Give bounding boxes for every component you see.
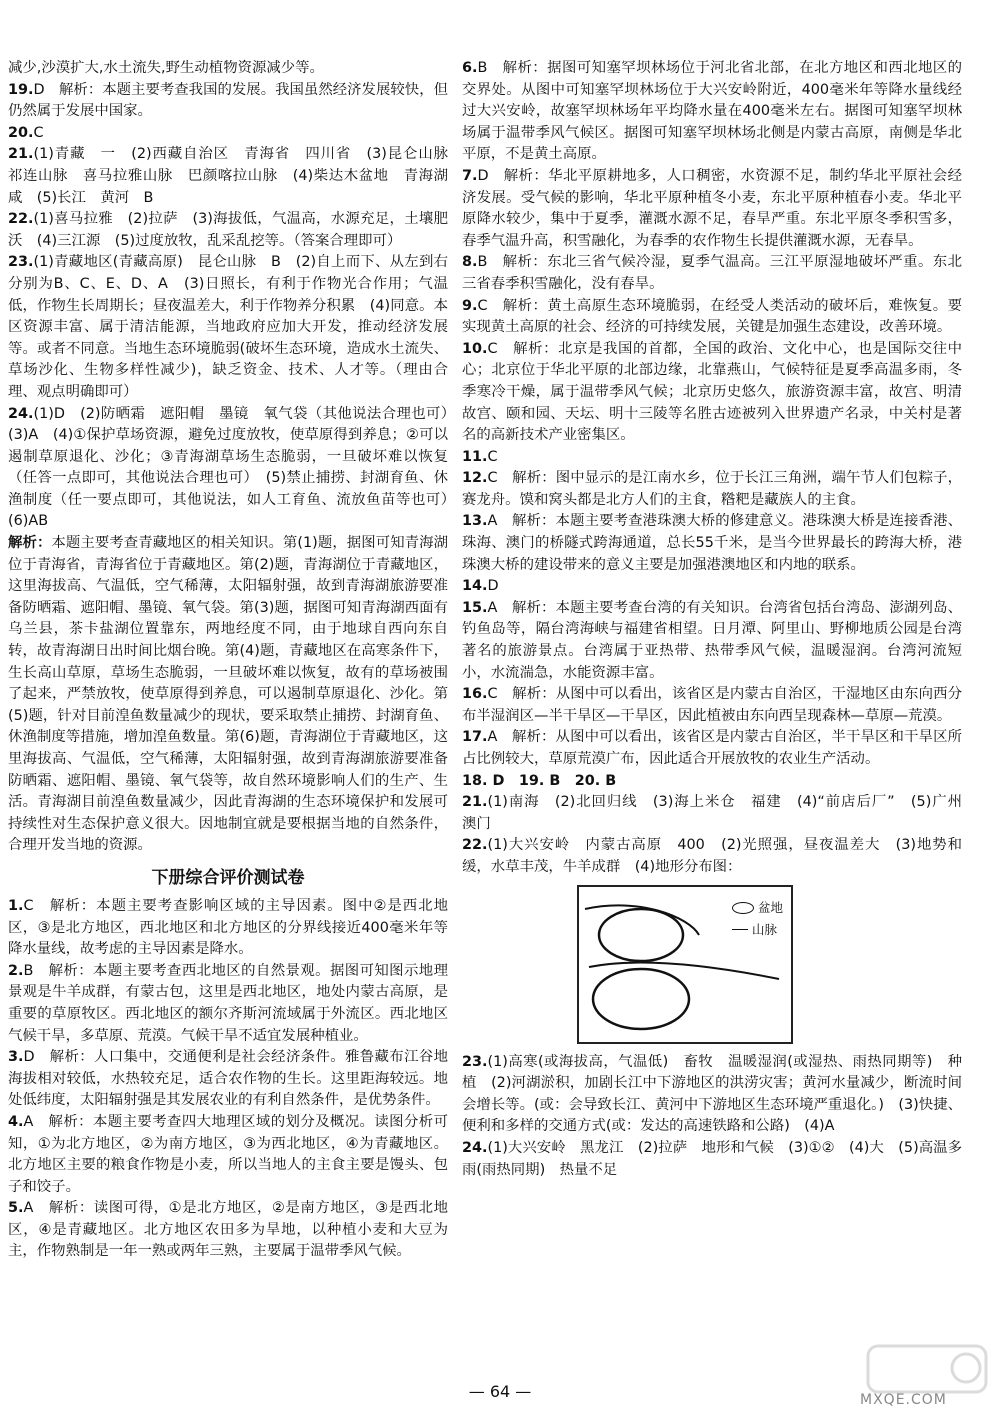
answer-number: 2. — [8, 962, 24, 979]
answer-number: 16. — [462, 686, 488, 703]
answer-number: 9. — [462, 297, 478, 314]
answer-text: D 解析：本题主要考查我国的发展。我国虽然经济发展较快，但仍然属于发展中国家。 — [8, 81, 448, 120]
answer-19 — [8, 80, 448, 123]
answer-18-20: 18. D 19. B 20. B — [462, 772, 617, 789]
answer-17 — [462, 727, 962, 770]
answer-21 — [462, 792, 977, 835]
answer-number: 20. — [8, 124, 34, 141]
answer-number: 15. — [462, 599, 488, 616]
basin-upper — [599, 909, 683, 961]
answer-6 — [462, 58, 962, 166]
answer-20 — [8, 123, 448, 145]
answer-number: 4. — [8, 1113, 24, 1130]
answer-number: 1. — [8, 897, 24, 914]
answer-number: 23. — [8, 254, 34, 271]
answer-number: 5. — [8, 1200, 24, 1217]
legend-basin — [732, 897, 783, 919]
answer-9 — [462, 296, 962, 339]
left-column — [8, 58, 463, 1263]
watermark-text: MXQE.COM — [860, 1392, 947, 1408]
answer-text: (1)青藏 一 (2)西藏自治区 青海省 四川省 (3)昆仑山脉 祁连山脉 喜马拉雅山脉 巴颜喀拉山脉 (4)柴达木盆地 青海湖 咸 (5)长江 黄河 B — [8, 146, 463, 206]
answer-number: 19. — [8, 81, 34, 98]
answer-14 — [462, 576, 962, 598]
answer-number: 24. — [8, 405, 34, 422]
answer-12 — [462, 468, 962, 511]
answer-7 — [462, 166, 962, 252]
answer-text: A 解析：读图可得，①是北方地区，②是南方地区，③是西北地区，④是青藏地区。北方地区农田多为旱地，以种植小麦和大豆为主，作物熟制是一年一熟或两年三熟，主要属于温带季风气候。 — [8, 1200, 448, 1260]
answer-23 — [462, 1052, 962, 1138]
legend-mountain — [732, 919, 783, 941]
answer-22 — [462, 835, 962, 878]
answer-text: C 解析：从图中可以看出，该省区是内蒙古自治区，干湿地区由东向西分布半湿润区—半干旱区—干旱区，因此植被由东向西呈现森林—草原—荒漠。 — [462, 686, 962, 724]
terrain-sketch-figure — [577, 885, 793, 1044]
answer-10 — [462, 339, 962, 447]
answer-text: D — [487, 578, 499, 595]
mountain-symbol-icon — [732, 929, 748, 930]
answer-s3 — [8, 1047, 448, 1112]
answer-24 — [462, 1138, 962, 1181]
answer-8 — [462, 252, 962, 295]
answer-23 — [8, 252, 448, 403]
answer-number: 13. — [462, 513, 488, 530]
answer-24 — [8, 404, 463, 534]
answer-number: 21. — [8, 146, 34, 163]
answer-21 — [8, 144, 463, 209]
answer-text: C — [33, 124, 44, 141]
answer-text: D 解析：人口集中，交通便利是社会经济条件。雅鲁藏布江谷地海拔相对较低，水热较充足，适合农作物的生长。这里距海较远。地处低纬度，太阳辐射强是其发展农业的有利自然条件，是优势条件。 — [8, 1049, 448, 1109]
answer-number: 8. — [462, 254, 478, 271]
answer-text: B 解析：本题主要考查西北地区的自然景观。据图可知图示地理景观是牛羊成群，有蒙古包，这里是西北地区，地处内蒙古高原，是重要的草原牧区。西北地区的额尔齐斯河流域属于外流区。西北地区气候干旱，多草原、荒漠。气候干旱不适宜发展种植业。 — [8, 962, 448, 1044]
answer-text: A 解析：本题主要考查台湾的有关知识。台湾省包括台湾岛、澎湖列岛、钓鱼岛等，隔台湾海峡与福建省相望。日月潭、阿里山、野柳地质公园是台湾著名的旅游景点。台湾属于亚热带、热带季风气候，温暖湿润。台湾河流短小，水流湍急，水能资源丰富。 — [462, 599, 962, 681]
answer-s4 — [8, 1112, 448, 1198]
answer-number: 12. — [462, 470, 488, 487]
answer-text: (1)青藏地区(青藏高原) 昆仑山脉 B (2)自上而下、从左到右分别为B、C、E、D、A (3)日照长，有利于作物光合作用；气温低，作物生长周期长；昼夜温差大，利于作物养分积累 (4)同意。本区资源丰富、属于清洁能源，当地政府应加大开发，推动经济发展等。或者不同意。当地生态环境脆弱(破坏生态环境，造成水土流失、草场沙化、生物多样性减少)，缺乏资金、技术、人才等。（理由合理、观点明确即可） — [8, 254, 448, 400]
answer-number: 21. — [462, 794, 488, 811]
answer-number: 17. — [462, 729, 488, 746]
map-legend — [732, 897, 783, 941]
basin-symbol-icon — [732, 902, 754, 914]
legend-mountain-label: 山脉 — [751, 921, 777, 937]
answer-number: 22. — [8, 211, 34, 228]
answer-s2 — [8, 961, 448, 1047]
answer-16 — [462, 684, 962, 727]
answer-number: 6. — [462, 60, 478, 76]
answer-13 — [462, 511, 962, 576]
answer-text: C — [487, 448, 498, 465]
basin-lower — [593, 969, 689, 1029]
answer-text: C 解析：本题主要考查影响区域的主导因素。图中②是西北地区，③是北方地区，西北地区和北方地区的分界线接近400毫米年等降水量线，故考虑的主导因素是降水。 — [8, 897, 448, 958]
answer-text: B 解析：东北三省气候冷湿，夏季气温高。三江平原湿地破坏严重。东北三省春季积雪融化，没有春旱。 — [462, 254, 962, 292]
answer-text: (1)大兴安岭 黑龙江 (2)拉萨 地形和气候 (3)①② (4)大 (5)高温多雨(雨热同期) 热量不足 — [462, 1139, 962, 1178]
answer-text: B 解析：据图可知塞罕坝林场位于河北省北部，在北方地区和西北地区的交界处。从图中可知塞罕坝林场位于大兴安岭附近，400毫米年等降水量线经过大兴安岭，故塞罕坝林场年平均降水量在400毫米左右。据图可知塞罕坝林场属于温带季风气候区。据图可知塞罕坝林场北侧是内蒙古高原，南侧是华北平原，不是黄土高原。 — [462, 60, 962, 163]
answer-s1 — [8, 896, 448, 961]
answer-text: C 解析：图中显示的是江南水乡，位于长江三角洲，端午节人们包粽子，赛龙舟。馍和窝头都是北方人们的主食，糌粑是藏族人的主食。 — [462, 470, 962, 508]
answer-text: A 解析：本题主要考查港珠澳大桥的修建意义。港珠澳大桥是连接香港、珠海、澳门的桥隧式跨海通道，总长55千米，是当今世界最长的跨海大桥，港珠澳大桥的建设带来的意义主要是加强港澳地区和内地的联系。 — [462, 513, 962, 573]
answer-22 — [8, 209, 448, 252]
legend-basin-label: 盆地 — [757, 899, 783, 915]
answer-text: (1)南海 (2)北回归线 (3)海上米仓 福建 (4)“前店后厂” (5)广州 澳门 — [462, 794, 977, 832]
analysis-text: 本题主要考查青藏地区的相关知识。第(1)题，据图可知青海湖位于青海省，青海省位于青藏地区。第(2)题，青海湖位于青藏地区，这里海拔高、气温低，空气稀薄，太阳辐射强，故到青海湖旅游要准备防晒霜、遮阳帽、墨镜、氧气袋。第(3)题，据图可知青海湖西面有乌兰县，茶卡盐湖位置靠东，两地经度不同，由于地球自西向东自转，故青海湖日出时间比烟台晚。第(4)题，青藏地区在高寒条件下，生长高山草原，草场生态脆弱，一旦破坏难以恢复，故有的草场被围了起来，严禁放牧，使草原得到养息，可以遏制草原退化、沙化。第(5)题，针对目前湟鱼数量减少的现状，要采取禁止捕捞、封湖育鱼、休渔制度等措施，增加湟鱼数量。第(6)题，青海湖位于青藏地区，这里海拔高、气温低，空气稀薄，太阳辐射强，故到青海湖旅游要准备防晒霜、遮阳帽、墨镜、氧气袋等，故自然环境影响人们的生产、生活。青海湖目前湟鱼数量减少，因此青海湖的生态环境保护和发展可持续性对生态保护意义很大。因地制宜就是要根据当地的自然条件，合理开发当地的资源。 — [8, 535, 448, 854]
answer-number: 11. — [462, 448, 488, 465]
answer-text: D 解析：华北平原耕地多，人口稠密，水资源不足，制约华北平原社会经济发展。受气候的影响，华北平原种植冬小麦，东北平原种植春小麦。华北平原降水较少，集中于夏季，灌溉水源不足，春旱严重。东北平原冬季积雪多，春季气温升高，积雪融化，为春季的农作物生长提供灌溉水源，无春旱。 — [462, 167, 962, 249]
answer-24-analysis — [8, 533, 448, 857]
mountain-range-middle — [589, 962, 779, 978]
answer-text: A 解析：本题主要考查四大地理区域的划分及概况。读图分析可知，①为北方地区，②为南方地区，③为西北地区，④为青藏地区。北方地区主要的粮食作物是小麦，所以当地人的主食主要是馒头、包子和饺子。 — [8, 1113, 448, 1195]
para-continuation: 减少,沙漠扩大,水土流失,野生动植物资源减少等。 — [8, 60, 324, 76]
answer-text: A 解析：从图中可以看出，该省区是内蒙古自治区，半干旱区和干旱区所占比例较大，草原荒漠广布，因此适合开展放牧的农业生产活动。 — [462, 729, 962, 767]
answer-number: 10. — [462, 340, 488, 357]
answer-number: 7. — [462, 167, 478, 184]
answer-text: (1)大兴安岭 内蒙古高原 400 (2)光照强，昼夜温差大 (3)地势和缓，水草丰茂，牛羊成群 (4)地形分布图： — [462, 837, 962, 875]
answer-number: 3. — [8, 1049, 24, 1066]
answer-15 — [462, 598, 962, 684]
answer-s5 — [8, 1198, 448, 1263]
answer-text: (1)喜马拉雅 (2)拉萨 (3)海拔低，气温高，水源充足，土壤肥沃 (4)三江源 (5)过度放牧，乱采乱挖等。（答案合理即可） — [8, 211, 448, 249]
right-column — [462, 58, 977, 1181]
answer-11 — [462, 447, 962, 469]
page-number: — 64 — — [468, 1382, 532, 1401]
answer-number: 23. — [462, 1053, 488, 1070]
answer-text: C 解析：北京是我国的首都，全国的政治、文化中心，也是国际交往中心；北京位于华北平原的北部边缘，北靠燕山，气候特征是夏季高温多雨，冬季寒冷干燥，属于温带季风气候；北京历史悠久，旅游资源丰富，故宫、明清故宫、颐和园、天坛、明十三陵等名胜古迹被列入世界遗产名录，中关村是著名的高新技术产业密集区。 — [462, 340, 962, 444]
section-title: 下册综合评价测试卷 — [151, 867, 305, 888]
answer-number: 24. — [462, 1139, 488, 1156]
answer-text: C 解析：黄土高原生态环境脆弱，在经受人类活动的破坏后，难恢复。要实现黄土高原的社会、经济的可持续发展，关键是加强生态建设，改善环境。 — [462, 297, 962, 336]
answer-number: 22. — [462, 837, 488, 854]
answer-number: 14. — [462, 578, 488, 595]
analysis-label: 解析： — [8, 535, 52, 552]
answer-text: (1)高寒(或海拔高，气温低) 畜牧 温暖湿润(或湿热、雨热同期等) 种植 (2)河湖淤积，加剧长江中下游地区的洪涝灾害；黄河水量减少，断流时间会增长等。(或：会导致长江、黄河中下游地区生态环境严重退化。) (3)快捷、便利和多样的交通方式(或：发达的高速铁路和公路) (4)A — [462, 1053, 962, 1135]
answer-text: (1)D (2)防晒霜 遮阳帽 墨镜 氧气袋（其他说法合理也可） (3)A (4)①保护草场资源，避免过度放牧，使草原得到养息；②可以遏制草原退化、沙化；③青海湖草场生态脆弱，一旦破坏难以恢复（任答一点即可，其他说法合理也可） (5)禁止捕捞、封湖育鱼、休渔制度（任一要点即可，其他说法，如人工育鱼、流放鱼苗等也可） (6)AB — [8, 405, 463, 530]
